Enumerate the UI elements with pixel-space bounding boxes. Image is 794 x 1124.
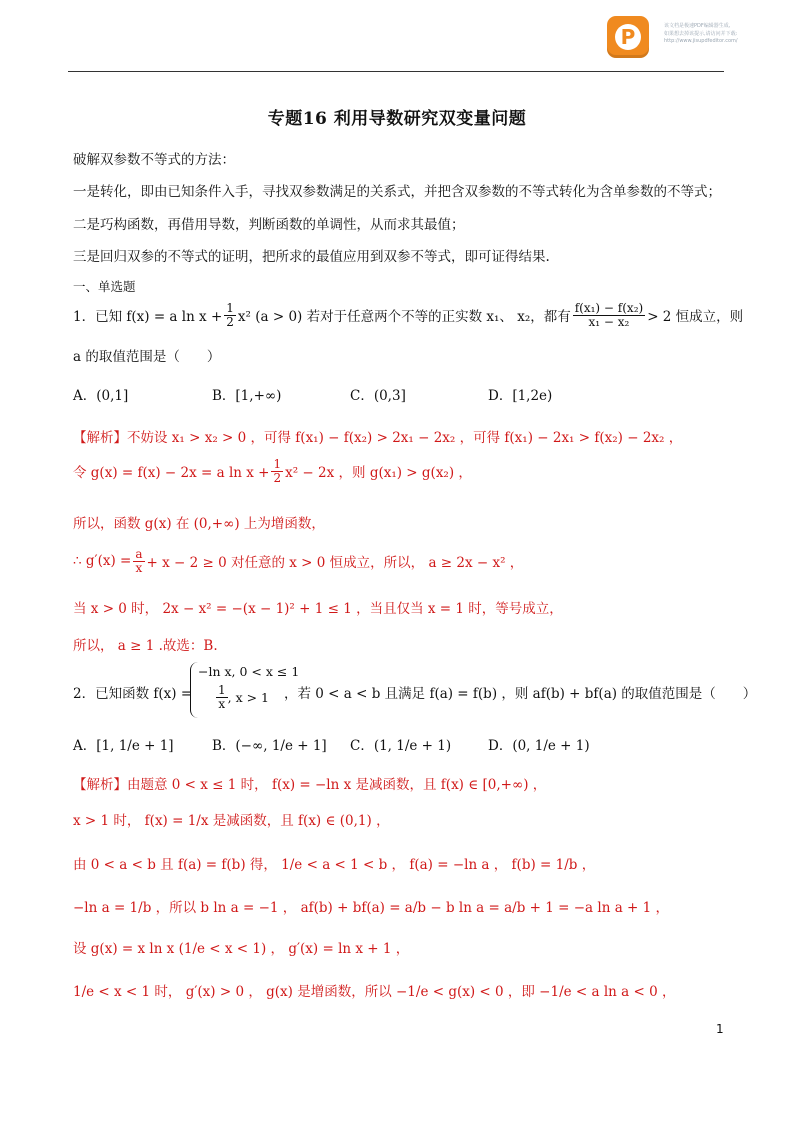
- q1-solution-line-5: 当 x > 0 时， 2x − x² = −(x − 1)² + 1 ≤ 1 ，当且仅当 x = 1 时，等号成立，: [73, 601, 563, 617]
- watermark-line-3: http://www.jisupdfeditor.com/: [664, 38, 738, 44]
- watermark-line-1: 该文档是极速PDF编辑器生成,: [664, 23, 731, 29]
- q1-stem-b: x² (a > 0) 若对于任意两个不等的正实数 x₁、 x₂，都有: [237, 309, 571, 326]
- q2-stem-b: ，若 0 < a < b 且满足 f(a) = f(b) ，则 af(b) + bf(a) 的取值范围是（ ）: [284, 686, 757, 702]
- method-2: 二是巧构函数，再借用导数，判断函数的单调性，从而求其最值；: [73, 217, 465, 233]
- q1-stem: [73, 302, 743, 328]
- page-number: 1: [716, 1022, 724, 1036]
- q1-solution-line-3: 所以，函数 g(x) 在 (0,+∞) 上为增函数，: [73, 516, 325, 532]
- q2-solution-line-2: x > 1 时， f(x) = 1/x 是减函数，且 f(x) ∈ (0,1) ，: [73, 813, 390, 829]
- q2-option-c: C．(1, 1/e + 1): [350, 738, 452, 754]
- q2-option-a: A．[1, 1/e + 1]: [73, 738, 174, 754]
- intro-text: 破解双参数不等式的方法：: [73, 152, 235, 168]
- watermark-line-2: 如果想去掉该提示,请访问并下载:: [664, 31, 738, 37]
- q1-option-c: C．(0,3]: [350, 388, 406, 404]
- q2-solution-line-1: 【解析】由题意 0 < x ≤ 1 时， f(x) = −ln x 是减函数，且 f(x) ∈ [0,+∞) ，: [73, 777, 547, 793]
- q1-stem-c: > 2 恒成立，则: [647, 309, 744, 326]
- q1-option-a: A．(0,1]: [73, 388, 129, 404]
- q2-option-b: B．(−∞, 1/e + 1]: [212, 738, 327, 754]
- q1-sol-a-over-x: $\frac{a}{x}$: [135, 547, 143, 575]
- q2-stem-a: 2．已知函数 f(x) =: [73, 686, 193, 702]
- q1-half-fraction: $\frac{1}{2}$: [226, 301, 234, 329]
- q2-case-2: $\frac{1}{x}$ , x > 1: [218, 683, 270, 711]
- q2-solution-line-5: 设 g(x) = x ln x (1/e < x < 1) ， g′(x) = ln x + 1 ，: [73, 941, 410, 957]
- method-1: 一是转化，即由已知条件入手，寻找双参数满足的关系式，并把含双参数的不等式转化为含单参数的不等式；: [73, 184, 721, 200]
- q1-ratio-fraction: $\frac{\text{f(x₁) − f(x₂)}}{\text{x₁ − x₂}}$: [574, 301, 644, 329]
- section-heading: 一、单选题: [73, 279, 136, 294]
- logo-letter: P: [615, 24, 641, 50]
- q1-sol-half-fraction: $\frac{1}{2}$: [273, 457, 282, 485]
- header-rule: [68, 71, 724, 72]
- q1-stem-a: 1．已知 f(x) = a ln x +: [73, 309, 223, 326]
- q1-solution-line-4: ∴ g′(x) = $\frac{a}{x}$ + x − 2 ≥ 0 对任意的 x > 0 恒成立，所以， a ≥ 2x − x² ，: [73, 547, 524, 575]
- q1-stem-d: a 的取值范围是（ ）: [73, 349, 221, 365]
- q1-solution-line-2: 令 g(x) = f(x) − 2x = a ln x + $\frac{1}{2}$ x² − 2x ，则 g(x₁) > g(x₂) ，: [73, 457, 472, 485]
- pdf-editor-logo-icon: [607, 16, 649, 58]
- q1-option-d: D．[1,2e): [488, 388, 553, 404]
- q1-option-b: B．[1,+∞): [212, 388, 282, 404]
- q2-solution-line-3: 由 0 < a < b 且 f(a) = f(b) 得， 1/e < a < 1 < b ， f(a) = −ln a ， f(b) = 1/b ，: [73, 857, 596, 873]
- q2-solution-line-4: −ln a = 1/b ，所以 b ln a = −1 ， af(b) + bf(a) = a/b − b ln a = a/b + 1 = −a ln a + 1 ，: [73, 900, 670, 916]
- q2-option-d: D．(0, 1/e + 1): [488, 738, 590, 754]
- q1-solution-line-1: 【解析】不妨设 x₁ > x₂ > 0 ，可得 f(x₁) − f(x₂) > 2x₁ − 2x₂ ，可得 f(x₁) − 2x₁ > f(x₂) − 2x₂ ，: [73, 430, 683, 446]
- q1-solution-line-6: 所以， a ≥ 1 .故选：B.: [73, 638, 218, 654]
- q2-solution-line-6: 1/e < x < 1 时， g′(x) > 0 ， g(x) 是增函数，所以 −1/e < g(x) < 0 ，即 −1/e < a ln a < 0 ，: [73, 984, 676, 1000]
- doc-title: 专题16 利用导数研究双变量问题: [267, 109, 527, 129]
- q2-case-1: −ln x, 0 < x ≤ 1: [198, 664, 300, 679]
- method-3: 三是回归双参的不等式的证明，把所求的最值应用到双参不等式，即可证得结果.: [73, 249, 550, 265]
